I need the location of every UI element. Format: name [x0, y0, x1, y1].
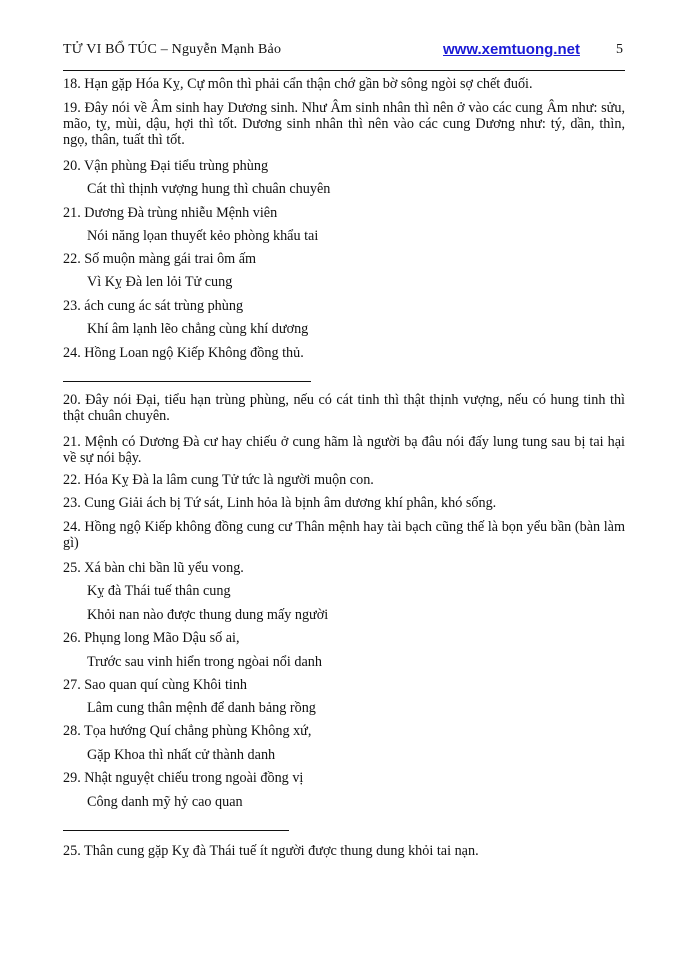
line-29: 29. Nhật nguyệt chiếu trong ngoài đồng vị	[63, 770, 304, 786]
line-27b: Lâm cung thân mệnh để danh bảng rồng	[87, 700, 316, 716]
line-29b: Công danh mỹ hỷ cao quan	[87, 794, 243, 810]
line-19: 19. Đây nói về Âm sinh hay Dương sinh. Như Âm sinh nhân thì nên ở vào các cung Âm như: sửu, mão, tỵ, mùi, dậu, hợi thì tốt. Dương sinh nhân thì nên vào các cung Dương như: tý, dần, thìn, ngọ, thân, tuất thì tốt.	[63, 100, 625, 148]
line-28b: Gặp Khoa thì nhất cử thành danh	[87, 747, 276, 763]
line-25c: Khỏi nan nào được thung dung mấy người	[87, 607, 329, 623]
line-21b: Nói năng lọan thuyết kẻo phòng khẩu tai	[87, 228, 319, 244]
line-21: 21. Dương Đà trùng nhiễu Mệnh viên	[63, 205, 278, 221]
header-title: TỬ VI BỔ TÚC – Nguyễn Mạnh Bảo	[63, 42, 282, 57]
page-number: 5	[616, 42, 623, 57]
website-link[interactable]: www.xemtuong.net	[443, 41, 580, 58]
explanation-23: 23. Cung Giải ách bị Tứ sát, Linh hỏa là bịnh âm dương khí phân, khó sống.	[63, 495, 497, 511]
explanation-20: 20. Đây nói Đại, tiểu hạn trùng phùng, nếu có cát tinh thì thật thịnh vượng, nếu có hung tinh thì thật chuân chuyên.	[63, 392, 625, 424]
line-18: 18. Hạn gặp Hóa Kỵ, Cự môn thì phải cẩn thận chớ gần bờ sông ngòi sợ chết đuối.	[63, 76, 533, 92]
header-divider	[63, 70, 625, 71]
section-divider	[63, 381, 311, 382]
line-25: 25. Xá bàn chi bần lũ yểu vong.	[63, 560, 244, 576]
line-23b: Khí âm lạnh lẽo chẳng cùng khí dương	[87, 321, 309, 337]
footnote-divider	[63, 830, 289, 831]
explanation-24: 24. Hồng ngộ Kiếp không đồng cung cư Thân mệnh hay tài bạch cũng thế là bọn yểu bần (bàn làm gì)	[63, 519, 625, 551]
line-25b: Kỵ đà Thái tuế thân cung	[87, 583, 231, 599]
line-26b: Trước sau vinh hiển trong ngòai nổi danh	[87, 654, 322, 670]
line-24: 24. Hồng Loan ngộ Kiếp Không đồng thủ.	[63, 345, 304, 361]
line-26: 26. Phụng long Mão Dậu số ai,	[63, 630, 240, 646]
line-28: 28. Tọa hướng Quí chẳng phùng Không xứ,	[63, 723, 312, 739]
explanation-21: 21. Mệnh có Dương Đà cư hay chiếu ở cung hãm là người bạ đâu nói đấy lung tung sau bị tai hại về sự nói bậy.	[63, 434, 625, 466]
line-22: 22. Số muộn màng gái trai ôm ấm	[63, 251, 257, 267]
line-22b: Vì Kỵ Đà len lỏi Tử cung	[87, 274, 233, 290]
page-header	[63, 42, 625, 64]
line-23: 23. ách cung ác sát trùng phùng	[63, 298, 244, 314]
line-20b: Cát thì thịnh vượng hung thì chuân chuyên	[87, 181, 331, 197]
line-27: 27. Sao quan quí cùng Khôi tinh	[63, 677, 248, 693]
explanation-25: 25. Thân cung gặp Kỵ đà Thái tuế ít người được thung dung khỏi tai nạn.	[63, 843, 479, 859]
explanation-22: 22. Hóa Kỵ Đà la lâm cung Tử tức là người muộn con.	[63, 472, 374, 488]
line-20: 20. Vận phùng Đại tiểu trùng phùng	[63, 158, 269, 174]
